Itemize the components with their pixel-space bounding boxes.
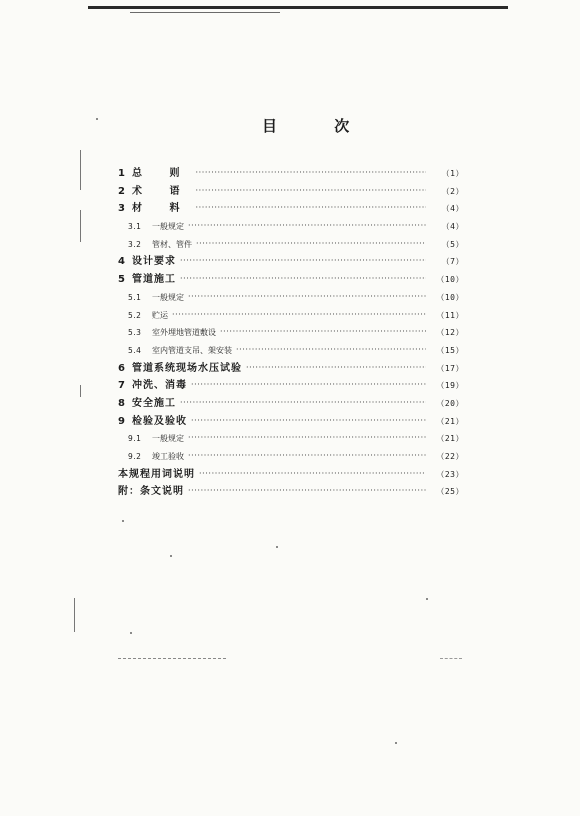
toc-entry-9-1[interactable] [118,430,464,448]
toc-leader-dots [180,270,426,288]
toc-entry-title: 总 则 [132,168,192,179]
toc-entry-3-1[interactable] [118,218,464,236]
toc-entry-page: （12） [436,328,464,338]
toc-entry-title: 管道施工 [132,274,176,286]
top-border-thin-rule [130,12,280,13]
toc-entry-9[interactable] [118,413,464,431]
toc-entry-number: 5.4 [128,345,142,355]
page-title: 目 次 [262,117,376,135]
toc-entry-page: （10） [436,292,464,302]
scan-artifact-mark [80,150,81,190]
toc-entry-title: 管道系统现场水压试验 [132,362,242,374]
toc-entry-number: 6 [118,362,125,374]
toc-entry-page: （5） [441,239,464,249]
toc-entry-page: （1） [441,169,464,178]
toc-entry-page: （15） [436,345,464,355]
toc-entry-5-1[interactable] [118,289,464,307]
toc-entry-title: 安全施工 [132,397,176,409]
toc-entry-5-3[interactable] [118,324,464,342]
toc-entry-8[interactable] [118,395,464,413]
toc-leader-dots [188,288,426,306]
scan-speck [170,555,172,557]
toc-leader-dots [220,323,426,341]
toc-entry-1[interactable] [118,165,464,183]
toc-entry-number: 5 [118,274,125,286]
toc-leader-dots [246,359,426,377]
scan-artifact-mark [74,598,75,632]
toc-entry-title: 室外埋地管道敷设 [152,328,216,338]
toc-entry-page: （19） [436,381,464,391]
toc-entry-title: 一般规定 [152,222,184,232]
toc-leader-dots [196,235,426,253]
toc-entry-number: 5.1 [128,292,142,302]
bottom-dashed-rule [440,658,462,660]
toc-entry-title: 室内管道支吊、架安装 [152,345,232,355]
toc-leader-dots [172,306,426,324]
toc-entry-page: （21） [436,434,464,444]
toc-entry-page: （25） [436,487,464,497]
toc-leader-dots [236,341,426,359]
toc-entry-title: 管材、管件 [152,239,192,249]
toc-entry-page: （21） [436,416,464,426]
toc-entry-page: （2） [441,186,464,196]
toc-entry-7[interactable] [118,377,464,395]
toc-leader-dots [188,447,426,465]
toc-entry-page: （23） [436,469,464,479]
toc-entry-title: 冲洗、消毒 [132,380,187,392]
toc-entry-number: 4 [118,256,125,268]
bottom-dashed-rule [118,658,226,660]
toc-entry-page: （22） [436,452,464,461]
toc-entry-5-2[interactable] [118,307,464,325]
table-of-contents [118,165,464,501]
toc-entry-number: 1 [118,168,125,179]
toc-entry-wording-explanation[interactable] [118,466,464,484]
toc-entry-page: （11） [436,310,464,320]
toc-entry-3[interactable] [118,200,464,218]
scan-speck [276,546,278,548]
toc-entry-2[interactable] [118,183,464,201]
toc-entry-title: 设计要求 [132,256,176,268]
toc-entry-title: 材 料 [132,203,192,215]
scan-artifact-mark [80,210,81,242]
toc-leader-dots [195,182,426,200]
toc-entry-number: 3.1 [128,222,142,232]
toc-entry-title: 术 语 [132,185,192,197]
toc-entry-title: 一般规定 [152,434,184,444]
toc-entry-title: 一般规定 [152,292,184,302]
toc-leader-dots [180,394,426,412]
toc-entry-number: 3 [118,203,125,215]
toc-leader-dots [188,482,426,500]
toc-entry-3-2[interactable] [118,236,464,254]
toc-entry-page: （4） [441,222,464,232]
toc-entry-5-4[interactable] [118,342,464,360]
toc-entry-number: 2 [118,185,125,197]
scan-speck [96,118,98,120]
toc-entry-title: 本规程用词说明 [118,468,195,480]
toc-entry-title: 竣工验收 [152,452,184,461]
toc-entry-5[interactable] [118,271,464,289]
toc-leader-dots [191,412,426,430]
toc-entry-number: 9 [118,415,125,427]
toc-entry-6[interactable] [118,360,464,378]
toc-entry-9-2[interactable] [118,448,464,466]
toc-leader-dots [195,164,426,182]
scan-speck [130,632,132,634]
toc-leader-dots [191,376,426,394]
scan-speck [426,598,428,600]
toc-entry-page: （20） [436,398,464,408]
toc-entry-number: 3.2 [128,239,142,249]
toc-leader-dots [199,465,426,483]
toc-leader-dots [180,252,426,270]
scan-artifact-mark [80,385,81,397]
toc-entry-number: 9.1 [128,434,142,444]
scan-speck [122,520,124,522]
toc-entry-page: （17） [436,363,464,373]
scan-speck [395,742,397,744]
toc-entry-4[interactable] [118,253,464,271]
toc-entry-page: （4） [441,204,464,214]
toc-entry-number: 9.2 [128,452,142,461]
toc-entry-title: 检验及验收 [132,415,187,427]
toc-entry-number: 5.3 [128,328,142,338]
toc-entry-number: 8 [118,397,125,409]
toc-leader-dots [195,199,426,217]
toc-entry-page: （7） [441,257,464,267]
toc-entry-title: 贮运 [152,310,168,320]
toc-entry-page: （10） [436,275,464,285]
toc-leader-dots [188,429,426,447]
toc-entry-appendix-explanation[interactable] [118,483,464,501]
top-border-rule [88,6,508,9]
toc-entry-number: 7 [118,380,125,392]
toc-leader-dots [188,217,426,235]
toc-entry-title: 附：条文说明 [118,486,184,498]
toc-entry-number: 5.2 [128,310,142,320]
